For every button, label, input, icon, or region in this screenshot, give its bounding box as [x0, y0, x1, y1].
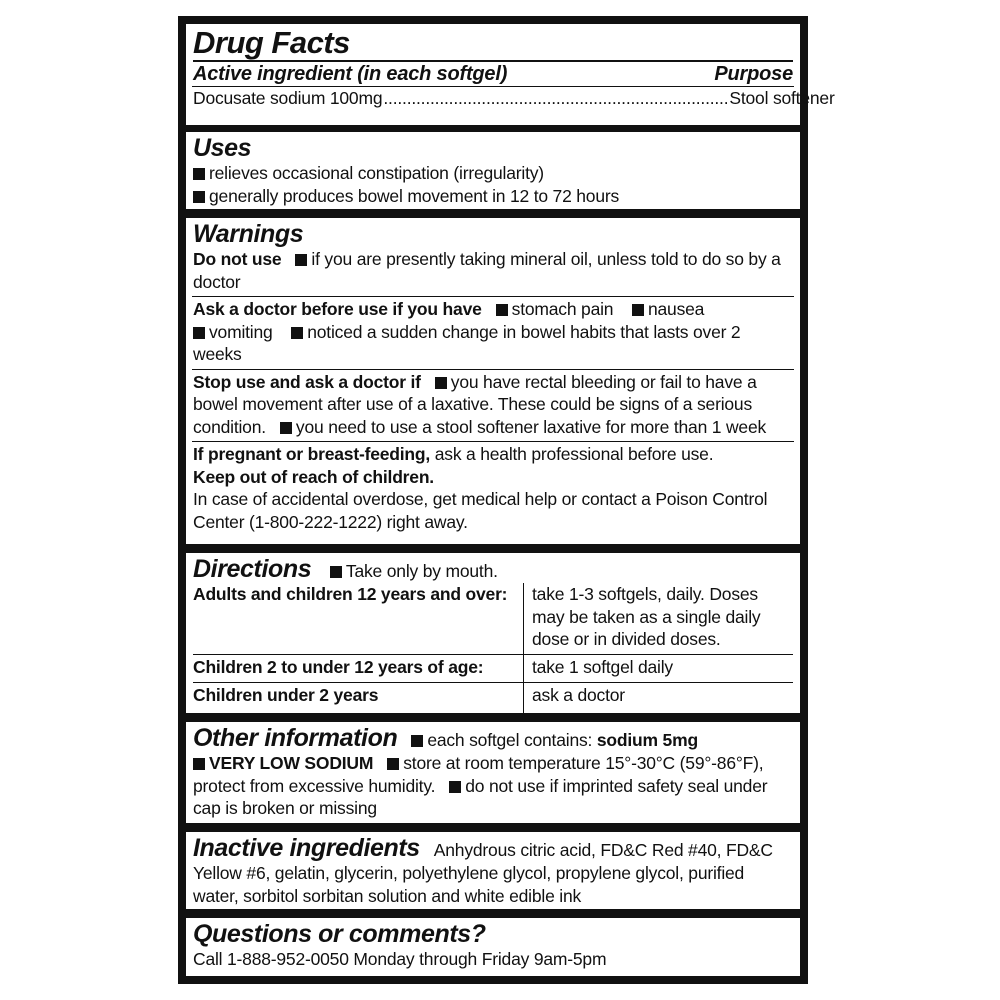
directions-dose: take 1-3 softgels, daily. Doses may be taken as a single daily dose or in divided doses. — [532, 584, 761, 649]
overdose-text: In case of accidental overdose, get medical help or contact a Poison Control Center (1-800-222-1222) right away. — [193, 489, 768, 532]
bullet-square-icon — [387, 758, 399, 770]
seal-text: do not use if imprinted safety seal under cap is broken or missing — [193, 775, 768, 818]
uses-panel — [186, 132, 800, 209]
other-info-heading: Other information — [193, 724, 398, 752]
directions-panel — [186, 553, 800, 713]
active-ingredient-header: Active ingredient (in each softgel) — [193, 63, 508, 85]
directions-who: Children 2 to under 12 years of age: — [193, 655, 524, 682]
inactive-list: Anhydrous citric acid, FD&C Red #40, FD&C Yellow #6, gelatin, glycerin, polyethylene glycol, propylene glycol, purified water, sorbitol sorbitan solution and white edible ink — [193, 840, 773, 906]
inactive-heading: Inactive ingredients — [193, 834, 420, 862]
sodium-value: sodium 5mg — [596, 730, 698, 750]
questions-heading: Questions or comments? — [193, 920, 486, 948]
bullet-square-icon — [449, 781, 461, 793]
ask-doctor-label: Ask a doctor before use if you have — [193, 299, 482, 319]
do-not-use-block — [193, 248, 793, 296]
bullet-square-icon — [496, 304, 508, 316]
purpose-value: Stool softener — [729, 88, 835, 108]
other-info-text: Other information each softgel contains: sodium 5mg VERY LOW SODIUM store at room temperature 15°-30°C (59°-86°F), protect from excessive humidity. do not use if imprinted safety seal under cap is broken or missing — [193, 724, 768, 818]
pregnant-label: If pregnant or breast-feeding, — [193, 444, 431, 464]
drug-facts-title: Drug Facts — [193, 25, 350, 60]
warnings-heading: Warnings — [193, 220, 304, 248]
bullet-square-icon — [411, 735, 423, 747]
bullet-square-icon — [280, 422, 292, 434]
warnings-panel — [186, 218, 800, 544]
pregnant-block — [193, 442, 793, 536]
active-ingredient-name: Docusate sodium 100mg — [193, 88, 383, 108]
very-low-sodium: VERY LOW SODIUM — [209, 753, 374, 773]
purpose-header: Purpose — [714, 63, 793, 85]
bullet-square-icon — [193, 758, 205, 770]
drug-facts-panel — [186, 24, 835, 125]
bullet-square-icon — [295, 254, 307, 266]
bullet-square-icon — [193, 191, 205, 203]
uses-heading: Uses — [193, 134, 252, 162]
bullet-square-icon — [193, 327, 205, 339]
directions-who: Adults and children 12 years and over: — [193, 583, 524, 654]
stop-use-label: Stop use and ask a doctor if — [193, 371, 421, 392]
drug-facts-label — [178, 16, 835, 984]
keep-out-label: Keep out of reach of children. — [193, 466, 434, 487]
directions-who: Children under 2 years — [193, 683, 524, 717]
leader-dots: .......................................................................... — [383, 88, 729, 108]
bullet-square-icon — [193, 168, 205, 180]
active-ingredient-header-row — [193, 62, 793, 86]
directions-dose: take 1 softgel daily — [532, 657, 673, 677]
directions-intro: Take only by mouth. — [345, 561, 498, 581]
bullet-square-icon — [632, 304, 644, 316]
directions-table — [193, 583, 793, 717]
bullet-square-icon — [291, 327, 303, 339]
other-information-panel — [186, 722, 800, 823]
uses-item: relieves occasional constipation (irregularity) — [193, 162, 793, 185]
storage-text: store at room temperature 15°-30°C (59°-86°F), protect from excessive humidity. — [193, 753, 764, 796]
questions-text: Call 1-888-952-0050 Monday through Friday 9am-5pm — [193, 949, 607, 969]
directions-dose: ask a doctor — [532, 684, 625, 705]
inactive-text — [193, 834, 793, 907]
ask-doctor-block: Ask a doctor before use if you have stomach pain nausea vomiting noticed a sudden change in bowel habits that lasts over 2 weeks — [193, 299, 741, 364]
bullet-square-icon — [435, 377, 447, 389]
bullet-square-icon — [330, 566, 342, 578]
questions-panel — [186, 918, 800, 976]
directions-heading-row — [193, 555, 793, 583]
stop-use-block: Stop use and ask a doctor if you have rectal bleeding or fail to have a bowel movement after use of a laxative. These could be signs of a serious condition. you need to use a stool softener laxative for more than 1 week — [193, 371, 767, 437]
active-ingredient-row — [193, 87, 835, 110]
inactive-ingredients-panel — [186, 832, 800, 909]
pregnant-text: ask a health professional before use. — [434, 444, 714, 464]
do-not-use-label: Do not use — [193, 249, 282, 269]
directions-heading: Directions — [193, 555, 312, 583]
uses-item: generally produces bowel movement in 12 to 72 hours — [193, 185, 793, 208]
do-not-use-text: if you are presently taking mineral oil, unless told to do so by a doctor — [193, 249, 781, 292]
